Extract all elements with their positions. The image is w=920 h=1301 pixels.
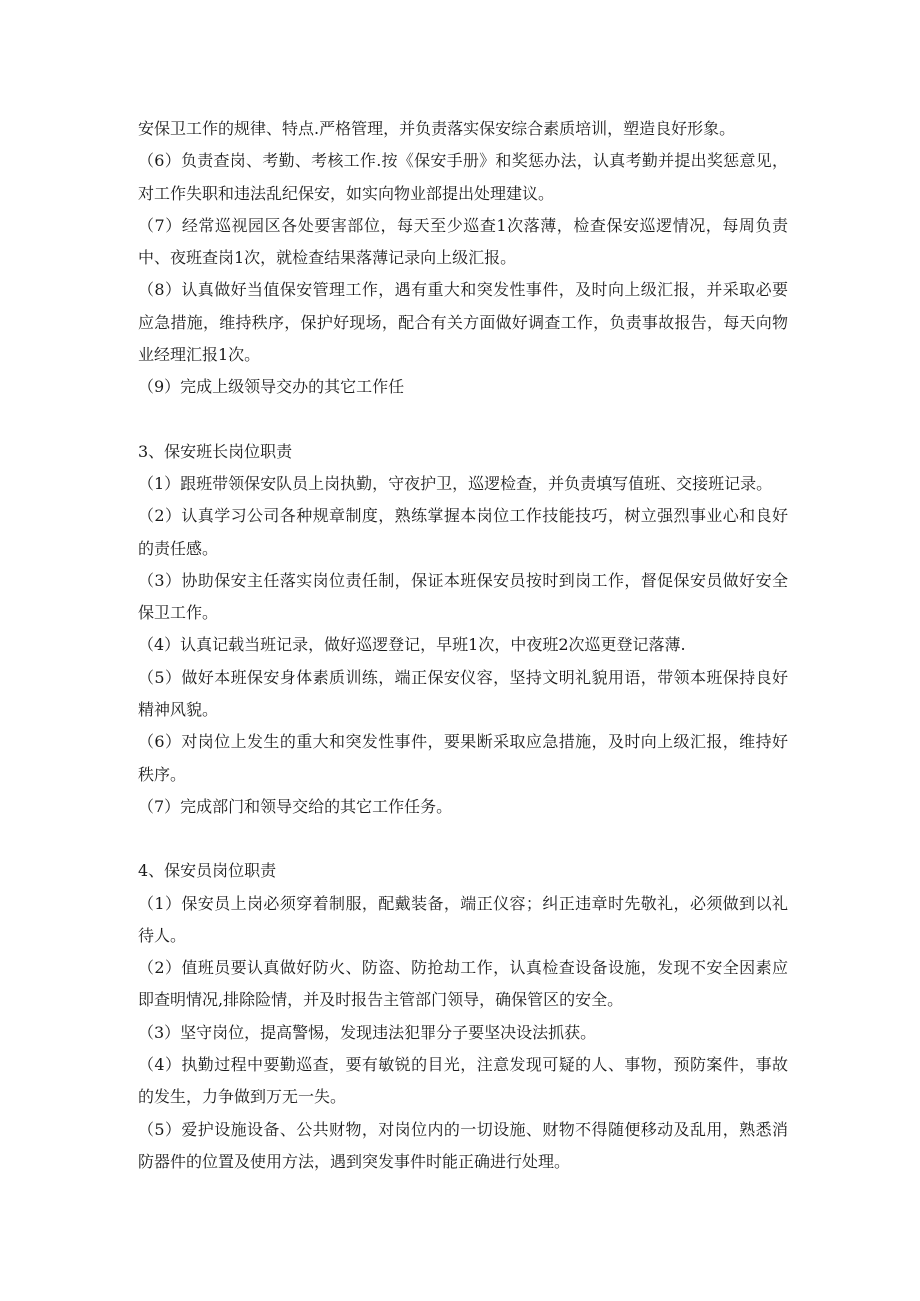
section-3-item: （5）做好本班保安身体素质训练，端正保安仪容，坚持文明礼貌用语，带领本班保持良好精神风貌。: [138, 667, 788, 720]
section-2-item: （6）负责查岗、考勤、考核工作.按《保安手册》和奖惩办法，认真考勤并提出奖惩意见，对工作失职和违法乱纪保安，如实向物业部提出处理建议。: [138, 151, 788, 203]
section-2-continued: [138, 113, 788, 404]
section-3-title: 3、保安班长岗位职责: [138, 441, 293, 461]
section-2-item: （7）经常巡视园区各处要害部位，每天至少巡查1次落薄，检查保安巡逻情况，每周负责中、夜班查岗1次，就检查结果落薄记录向上级汇报。: [138, 215, 788, 268]
section-2-item: （8）认真做好当值保安管理工作，遇有重大和突发性事件，及时向上级汇报，并采取必要应急措施，维持秩序，保护好现场，配合有关方面做好调查工作，负责事故报告，每天向物业经理汇报1次。: [138, 280, 788, 365]
section-3: [138, 436, 788, 824]
section-2-item: （9）完成上级领导交办的其它工作任: [138, 377, 405, 397]
section-4-item: （5）爱护设施设备、公共财物，对岗位内的一切设施、财物不得随便移动及乱用，熟悉消防器件的位置及使用方法，遇到突发事件时能正确进行处理。: [138, 1119, 788, 1171]
section-3-item: （7）完成部门和领导交给的其它工作任务。: [138, 796, 453, 816]
section-spacer: [138, 404, 788, 436]
section-4: [138, 855, 788, 1178]
section-4-item: （1）保安员上岗必须穿着制服，配戴装备，端正仪容；纠正违章时先敬礼，必须做到以礼待人。: [138, 893, 788, 945]
section-4-title: 4、保安员岗位职责: [138, 861, 277, 881]
document-body: [138, 113, 788, 1178]
section-spacer: [138, 823, 788, 855]
section-4-item: （3）坚守岗位，提高警惕，发现违法犯罪分子要坚决设法抓获。: [138, 1022, 597, 1042]
section-3-item: （2）认真学习公司各种规章制度，熟练掌握本岗位工作技能技巧，树立强烈事业心和良好的责任感。: [138, 506, 788, 558]
section-3-item: （1）跟班带领保安队员上岗执勤，守夜护卫，巡逻检查，并负责填写值班、交接班记录。: [138, 473, 773, 493]
section-3-item: （6）对岗位上发生的重大和突发性事件，要果断采取应急措施，及时向上级汇报，维持好秩序。: [138, 732, 788, 784]
section-2-item: 安保卫工作的规律、特点.严格管理，并负责落实保安综合素质培训，塑造良好形象。: [138, 119, 736, 138]
section-3-item: （4）认真记载当班记录，做好巡逻登记，早班1次，中夜班2次巡更登记落薄.: [138, 635, 686, 655]
section-3-item: （3）协助保安主任落实岗位责任制，保证本班保安员按时到岗工作，督促保安员做好安全保卫工作。: [138, 570, 788, 623]
section-4-item: （2）值班员要认真做好防火、防盗、防抢劫工作，认真检查设备设施，发现不安全因素应即查明情况,排除险情，并及时报告主管部门领导，确保管区的安全。: [138, 958, 788, 1010]
section-4-item: （4）执勤过程中要勤巡查，要有敏锐的目光，注意发现可疑的人、事物，预防案件，事故的发生，力争做到万无一失。: [138, 1055, 788, 1107]
